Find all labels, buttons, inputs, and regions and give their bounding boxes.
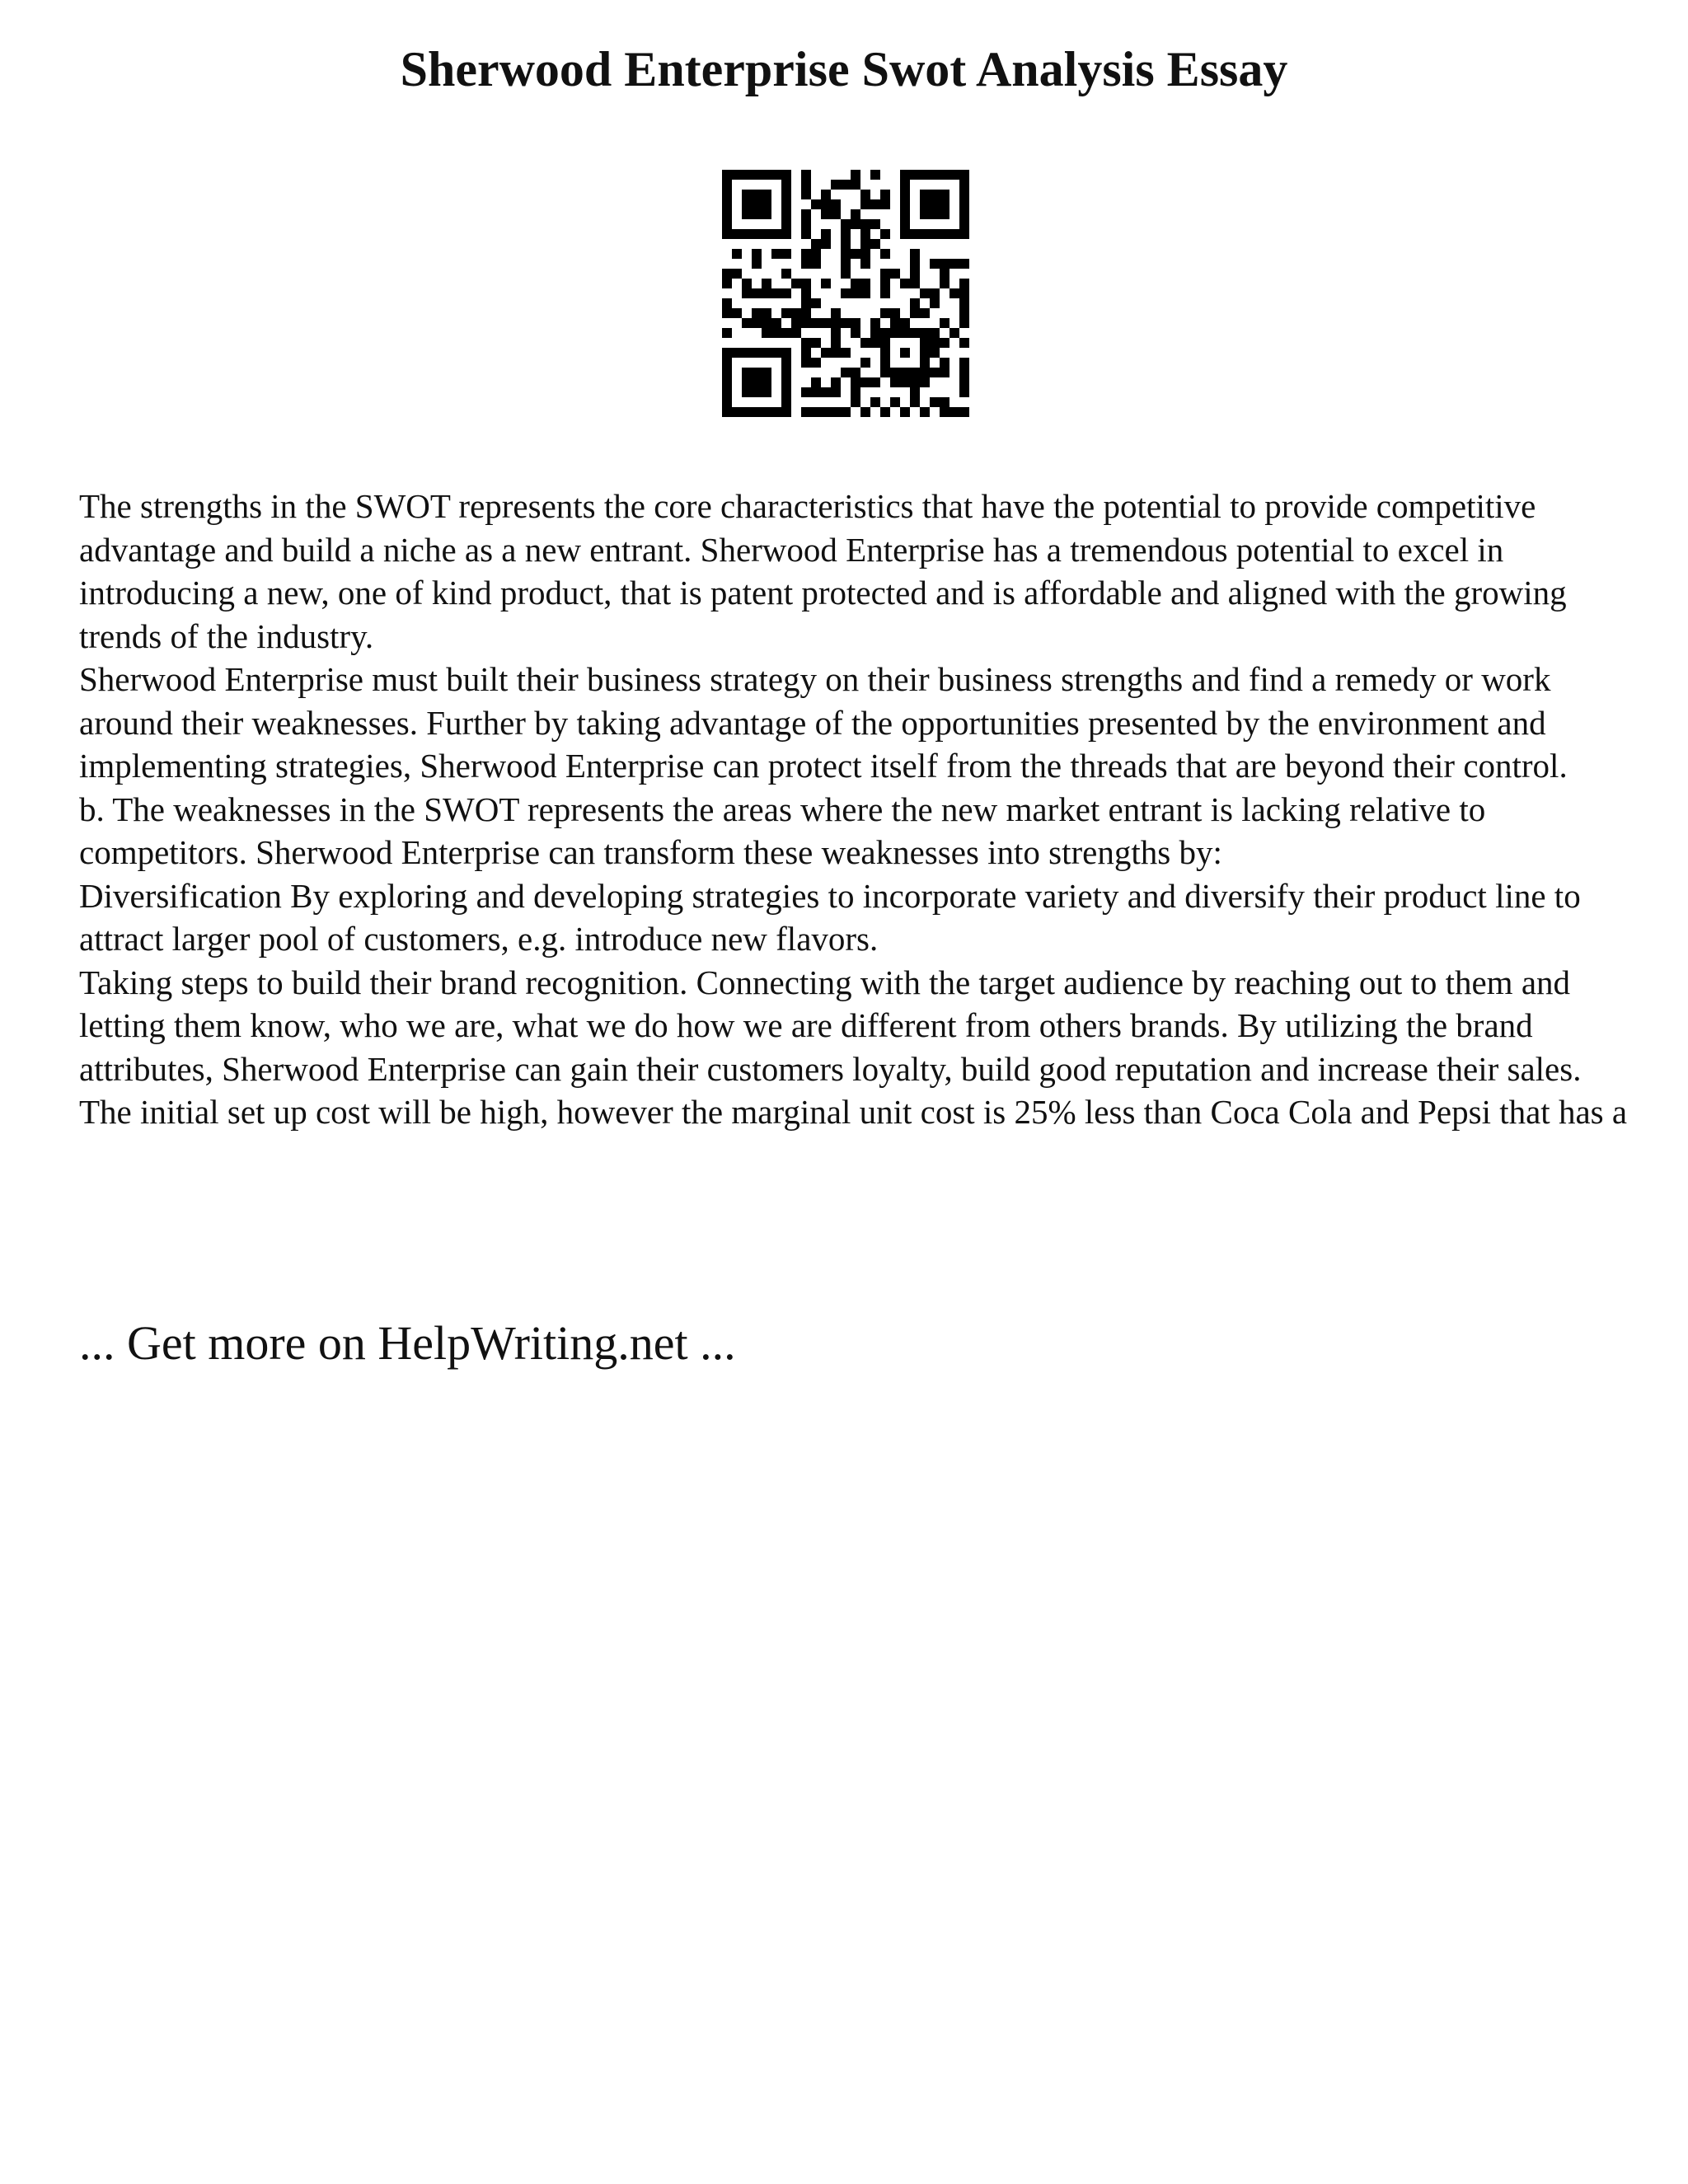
paragraph: Sherwood Enterprise must built their business strategy on their business strengths and find a remedy or work around their weaknesses. Further by taking advantage of the opportunities presented by the environment and implementing strategies, Sherwood Enterprise can protect itself from the threads that are beyond their control. [79, 660, 1568, 785]
get-more-link[interactable]: ... Get more on HelpWriting.net ... [79, 1316, 736, 1370]
page-title: Sherwood Enterprise Swot Analysis Essay [400, 42, 1288, 96]
paragraph: The strengths in the SWOT represents the core characteristics that have the potential to provide competitive advantage and build a niche as a new entrant. Sherwood Enterprise has a tremendous potential to excel in introducing a new, one of kind product, that is patent protected and is affordable and aligned with the growing trends of the industry. [79, 487, 1567, 655]
qr-code-icon [722, 170, 969, 417]
paragraph: Taking steps to build their brand recognition. Connecting with the target audience by reaching out to them and letting them know, who we are, what we do how we are different from others brands. By utilizing the brand attributes, Sherwood Enterprise can gain their customers loyalty, build good reputation and increase their sales. [79, 963, 1582, 1088]
paragraph: Diversification By exploring and developing strategies to incorporate variety and diversify their product line to attract larger pool of customers, e.g. introduce new flavors. [79, 876, 1581, 958]
essay-body [79, 485, 1629, 1134]
paragraph: The initial set up cost will be high, however the marginal unit cost is 25% less than Coca Cola and Pepsi that has a [79, 1093, 1628, 1131]
paragraph: b. The weaknesses in the SWOT represents the areas where the new market entrant is lacking relative to competitors. Sherwood Enterprise can transform these weaknesses into strengths by: [79, 790, 1486, 871]
